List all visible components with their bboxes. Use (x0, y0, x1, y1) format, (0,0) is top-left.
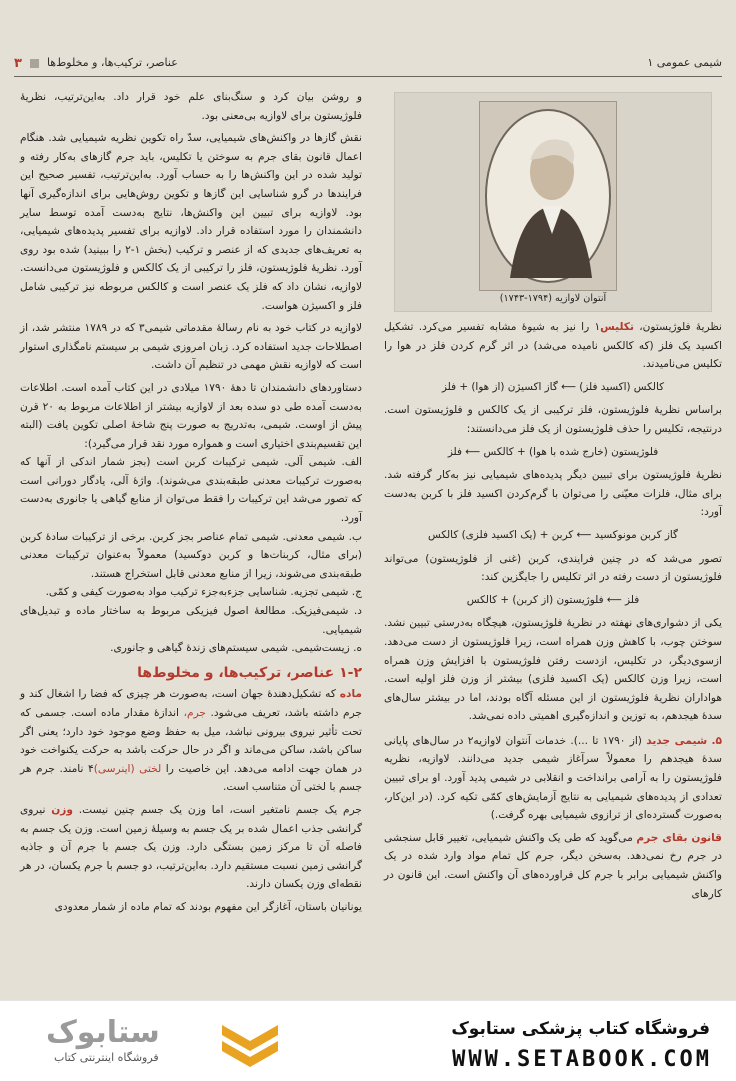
paragraph: تصور می‌شد که در چنین فرایندی، کربن (غنی از فلوژیستون) می‌تواند فلوژیستون از دست رفته در اثر تکلیس را جایگزین کند: (384, 552, 722, 584)
paragraph (20, 685, 362, 797)
paragraph: دستاوردهای دانشمندان تا دههٔ ۱۷۹۰ میلادی در این کتاب آمده است. اطلاعات به‌دست آمده طی دو سده بعد از لاوازیه بیشتر از اطلاعات مربوط به ۲۰ قرن پیش از اوست. شیمی، به‌تدریج به صورت پنج شاخهٔ اصلی تکوین یافت (البته این تقسیم‌بندی اختیاری است و همواره مورد نقد قرار می‌گیرد): (20, 381, 362, 450)
lavoisier-portrait-icon (479, 101, 617, 291)
list-item: ب. شیمی معدنی. شیمی تمام عناصر بجز کربن. برخی از ترکیبات سادهٔ کربن (برای مثال، کربنات‌ها و کربن دوکسید) معمولاً به‌عنوان ترکیبات معدنی طبقه‌بندی می‌شوند، زیرا از منابع معدنی قابل استخراج هستند. (20, 530, 362, 580)
paragraph (384, 318, 722, 374)
chevron-logo-icon (218, 1019, 282, 1067)
paragraph: نقش گازها در واکنش‌های شیمیایی، سدّ راه تکوین نظریه شیمیایی شد. هنگام اعمال قانون بقای جرم به سوختن یا تکلیس، باید جرم گازهای به‌کار رفته و تولید شده در این واکنش‌ها را به حساب آورد. به‌این‌ترتیب، تفسیر صحیح این فرایندها در گرو شناسایی این گازها و تکوین روش‌هایی برای اندازه‌گیری آنها بود. لاوازیه برای تبیین این واکنش‌ها، نتایج به‌دست آمده توسط سایر دانشمندان را مورد استفاده قرار داد. لاوازیه برای تفسیر پدیده‌های شیمیایی، به تعریف‌های جدیدی که از عنصر و ترکیب (بخش ۱-۲ را ببینید) شده بود روی آورد. نظریهٔ فلوژیستون، فلز را ترکیبی از یک کالکس و فلوژیستون می‌دانست. لاوازیه، نشان داد که فلز یک عنصر است و کالکس مربوطه نیز ترکیبی شامل فلز و اکسیژن هواست. (20, 132, 362, 312)
equation: فلز ⟵ فلوژیستون (از کربن) + کالکس (466, 593, 640, 606)
paragraph: لاوازیه در کتاب خود به نام رسالهٔ مقدماتی شیمی۳ که در ۱۷۸۹ منتشر شد، از اصطلاحات جدید استفاده کرد. زبان امروزی شیمی بر سیستم نامگذاری استوار است که لاوازیه نقش مهمی در تنظیم آن داشت. (20, 322, 363, 372)
item-number: ۵. (711, 734, 722, 747)
list-item: ه. زیست‌شیمی. شیمی سیستم‌های زندهٔ گیاهی و جانوری. (110, 642, 362, 655)
equation: فلوژیستون (خارج شده با هوا) + کالکس ⟵ فلز (447, 445, 659, 458)
text: (از ۱۷۹۰ تا ...). خدمات آنتوان لاوازیه۲ در سال‌های پایانی سدهٔ هیجدهم را معمولاً سرآغاز شیمی جدید می‌دانند. لاوازیه، نظریه فلوژیستون را به آرامی برانداخت و انقلابی در شیمی پدید آورد. او برای تبیین تعدادی از پدیده‌های شیمیایی به نتایج آزمایش‌های کمّی تکیه کرد. (در این‌کار، به‌صورت گسترده‌ای از ترازوی شیمیایی بهره گرفت.) (384, 734, 722, 822)
store-name: فروشگاه کتاب پزشکی ستابوک (451, 1019, 710, 1039)
left-column (20, 88, 362, 917)
store-url-link[interactable]: WWW.SETABOOK.COM (452, 1047, 712, 1072)
paragraph: براساس نظریهٔ فلوژیستون، فلز ترکیبی از یک کالکس و فلوژیستون است. درنتیجه، تکلیس را حذف فلوژیستون از یک فلز می‌دانستند: (384, 404, 722, 435)
key-term: جرم، (183, 707, 206, 719)
equation: کالکس (اکسید فلز) ⟵ گاز اکسیژن (از هوا) + فلز (441, 380, 665, 393)
page-header (14, 50, 722, 77)
right-column (384, 88, 722, 903)
chapter-title: عناصر، ترکیب‌ها، و مخلوط‌ها (46, 56, 178, 69)
text: که تشکیل‌دهندهٔ جهان است، به‌صورت هر چیزی که فضا را اشغال کند و جرم داشته باشد، تعریف می‌شود. (20, 688, 362, 719)
paragraph (384, 732, 722, 825)
text: نظریهٔ فلوژیستون، (639, 321, 722, 333)
store-banner (0, 1000, 736, 1081)
text: ۴ نامند. جرم هر جسم با لختی آن متناسب است. (20, 762, 362, 794)
equation: گاز کربن مونوکسید ⟵ کربن + (یک اکسید فلزی) کالکس (428, 528, 678, 541)
key-term: لختی (اینرسی) (93, 762, 162, 775)
key-term: تکلیس (600, 321, 634, 333)
list-item: ج. شیمی تجزیه. شناسایی جزءبه‌جزء ترکیب مواد به‌صورت کیفی و کمّی. (45, 586, 362, 599)
list-item: الف. شیمی آلی. شیمی ترکیبات کربن است (بجز شمار اندکی از آنها که به‌صورت ترکیبات معدنی طبقه‌بندی می‌شوند). واژهٔ آلی، یادگار دورانی است که تصور می‌شد این ترکیبات را فقط می‌توان از منابع گیاهی یا جانوری به‌دست آورد. (20, 456, 362, 525)
paragraph (384, 829, 722, 903)
key-term: ماده (339, 688, 362, 701)
text: نیروی گرانشی جذب اعمال شده بر یک جسم به وسیلهٔ زمین است. وزن یک جسم به فاصله آن تا مرکز زمین بستگی دارد. وزن یک جسم با جرم آن و جاذبه گرانشی زمین نسبت مستقیم دارد. به‌این‌ترتیب، دو جسم با جرم یکسان، در هر نقطه‌ای وزن یکسان دارند. (20, 803, 362, 891)
text: می‌گوید که طی یک واکنش شیمیایی، تغییر قابل سنجشی در جرم رخ نمی‌دهد. به‌سخن دیگر، جرم کل تمام مواد وارد شده در یک واکنش شیمیایی برابر با جرم کل فراورده‌های آن واکنش است. این قانون در کارهای (384, 831, 722, 900)
list-item: د. شیمی‌فیزیک. مطالعهٔ اصول فیزیکی مربوط به ساختار ماده و تبدیل‌های شیمیایی. (20, 605, 362, 636)
key-term: شیمی جدید (646, 734, 708, 747)
header-left (14, 56, 178, 71)
key-term: قانون بقای جرم (636, 831, 722, 844)
paragraph: یکی از دشواری‌های نهفته در نظریهٔ فلوژیستون، هیچگاه به‌درستی تبیین نشد. سوختن چوب، با کاهش وزن همراه است، زیرا فلوژیستون از دست می‌دهد. ازسوی‌دیگر، در تکلیس، ازدست رفتن فلوژیستون با افزایش وزن همراه است، زیرا وزن کالکس (یک اکسید فلزی) بیشتر از وزن فلز اولیه است. هواداران نظریهٔ فلوژیستون از این مسئله آگاه بودند، اما در بیشتر سال‌های سدهٔ هیجدهم، به توزین و اندازه‌گیری اهمیتی داده نمی‌شد. (384, 617, 722, 723)
paragraph: و روشن بیان کرد و سنگ‌بنای علم خود قرار داد. به‌این‌ترتیب، نظریهٔ فلوژیستون برای لاوازیه بی‌معنی بود. (20, 91, 362, 122)
page-number: ۳ (14, 56, 22, 71)
logo-subtitle: فروشگاه اینترنتی کتاب (54, 1051, 159, 1064)
section-title: ۱-۲ عناصر، ترکیب‌ها، و مخلوط‌ها (137, 664, 362, 681)
text: اندازهٔ مقدار ماده است. جسمی که تحت تأثیر نیروی بیرونی نباشد، میل به حفظ وضع موجود خود دارد؛ یعنی اگر ساکن باشد، ساکن می‌ماند و اگر در حال حرکت باشد به حرکت یکنواخت خود در همان جهت ادامه می‌دهد. این خاصیت را (20, 707, 363, 775)
paragraph (20, 801, 362, 894)
book-title: شیمی عمومی ۱ (647, 56, 722, 69)
store-logo[interactable] (28, 1015, 286, 1071)
text: جرم یک جسم نامتغیر است، اما وزن یک جسم چنین نیست. (78, 803, 362, 816)
portrait-figure (394, 92, 712, 312)
key-term: وزن (51, 803, 73, 816)
paragraph: نظریهٔ فلوژیستون برای تبیین دیگر پدیده‌های شیمیایی نیز به‌کار گرفته شد. برای مثال، فلزات معیّنی را می‌توان با گرم‌کردن اکسید فلز با کربن به‌دست آورد: (384, 469, 722, 519)
square-marker-icon (30, 59, 39, 68)
paragraph: یونانیان باستان، آغازگر این مفهوم بودند که تمام ماده از شمار معدودی (54, 900, 362, 913)
text: ۱ را نیز به شیوهٔ مشابه تفسیر می‌کرد. تشکیل اکسید یک فلز (که کالکس نامیده می‌شد) در اثر گرم کردن فلز در هوا را تکلیس می‌نامیدند. (384, 321, 722, 371)
logo-name: ستابوک (46, 1015, 160, 1050)
figure-caption: آنتوان لاوازیه (۱۷۹۴-۱۷۴۳) (499, 293, 607, 305)
